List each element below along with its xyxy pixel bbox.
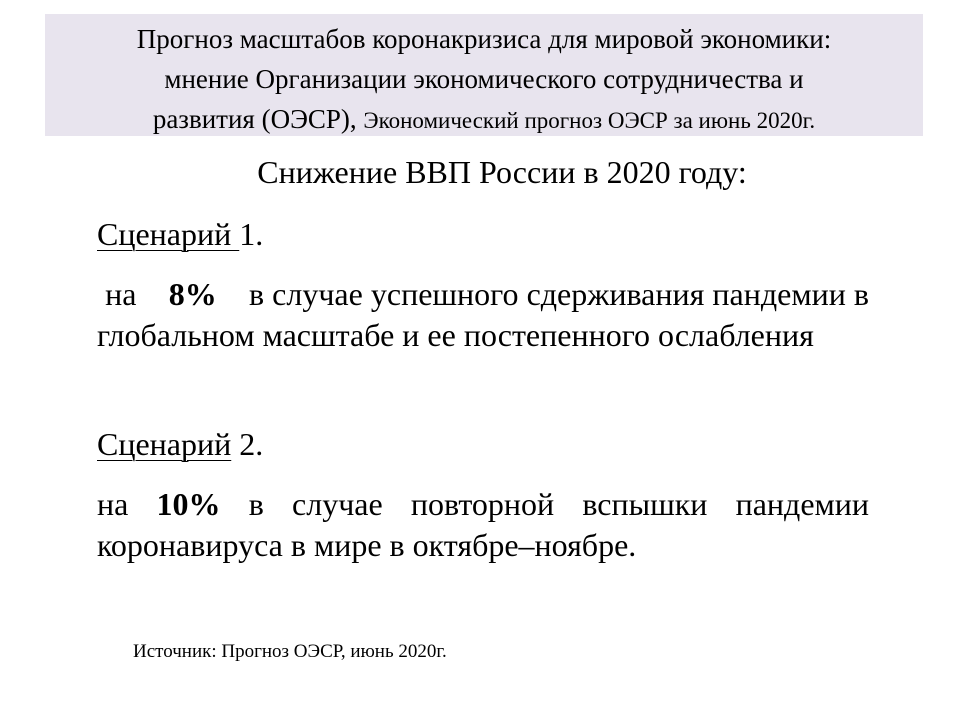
scenario-2-description	[97, 484, 869, 566]
slide-subtitle: Снижение ВВП России в 2020 году:	[257, 154, 747, 190]
scenario-2-value: 10%	[156, 486, 221, 522]
scenario-2-number: 2.	[231, 426, 264, 462]
scenario-2-text: в случае повторной вспышки пандемии коронавируса в мире в октябре–ноябре.	[97, 486, 870, 563]
title-line-3: развития (ОЭСР),	[152, 104, 357, 134]
scenario-1-number: 1.	[239, 216, 264, 252]
scenario-1-prefix: на	[105, 276, 137, 312]
title-line-1: Прогноз масштабов коронакризиса для мировой экономики:	[136, 24, 832, 54]
title-line-2: мнение Организации экономического сотрудничества и	[164, 64, 804, 94]
scenario-1-label: Сценарий	[97, 216, 240, 252]
scenario-2-heading	[97, 424, 263, 464]
title-source-note: Экономический прогноз ОЭСР за июнь 2020г.	[363, 108, 816, 133]
scenario-2-label: Сценарий	[97, 426, 232, 462]
scenario-1-text: в случае успешного сдерживания пандемии в глобальном масштабе и ее постепенного ослабления	[97, 276, 870, 353]
scenario-1-heading	[97, 214, 263, 254]
scenario-1-description	[97, 274, 869, 356]
source-note: Источник: Прогноз ОЭСР, июнь 2020г.	[133, 641, 447, 662]
scenario-1-value: 8%	[168, 276, 217, 312]
scenario-2-prefix: на	[97, 486, 129, 522]
slide-title-box	[45, 14, 923, 136]
